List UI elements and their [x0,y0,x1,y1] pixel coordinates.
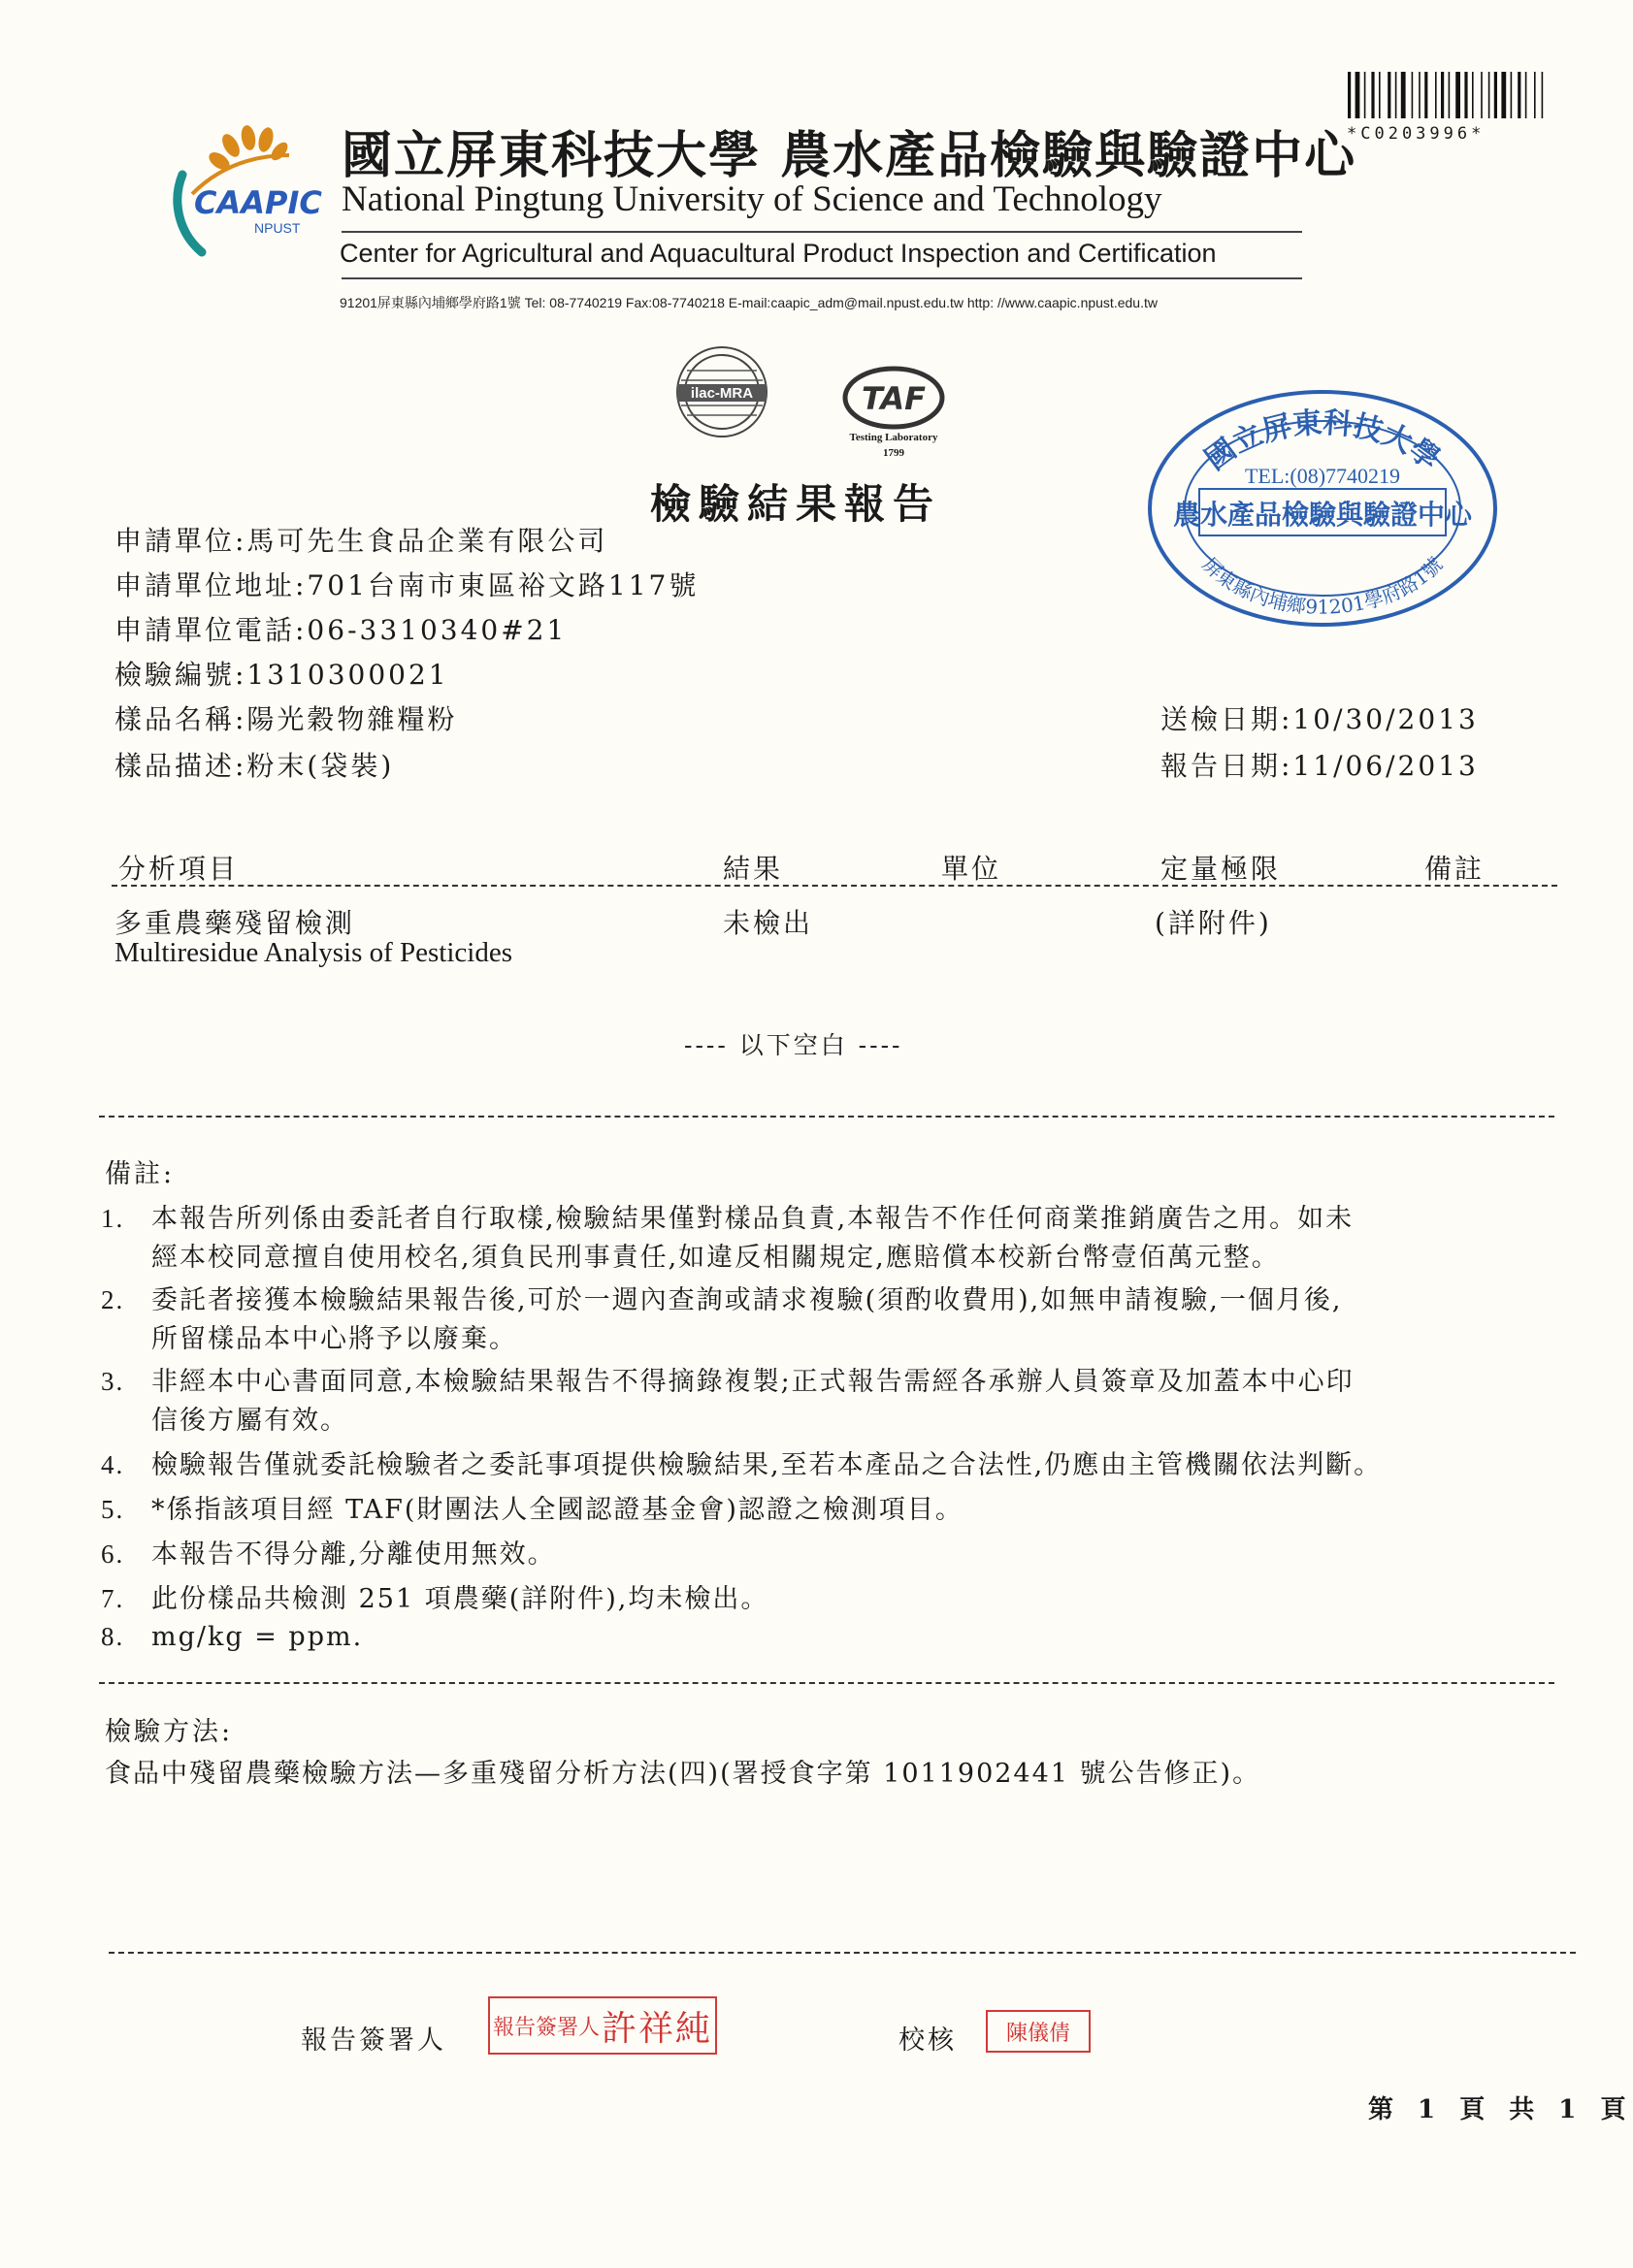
test-number: 檢驗編號:1310300021 [114,659,449,691]
col-header-item: 分析項目 [118,853,240,885]
svg-text:TEL:(08)7740219: TEL:(08)7740219 [1244,464,1401,488]
ilac-mra-mark [668,341,776,442]
svg-text:CAAPIC: CAAPIC [194,184,322,221]
note-item: 8. mg/kg = ppm. [101,1622,364,1652]
report-title: 檢驗結果報告 [650,480,942,528]
row-item-en: Multiresidue Analysis of Pesticides [114,937,512,968]
barcode-number: *C0203996* [1347,124,1486,144]
contact-address: 91201屏東縣內埔鄉學府路1號 Tel: 08-7740219 Fax:08-7740218 E-mail:caapic_adm@mail.npust.edu.tw http: //www.caapic.npust.edu.tw [340,295,1158,310]
svg-text:農水產品檢驗與驗證中心: 農水產品檢驗與驗證中心 [1172,499,1473,531]
note-item-cont: 經本校同意擅自使用校名,須負民刑事責任,如違反相關規定,應賠償本校新台幣壹佰萬元整。 [151,1243,1280,1273]
reviewer-stamp: 陳儀倩 [986,2010,1091,2053]
blank-below-marker: ---- 以下空白 ---- [684,1031,903,1059]
table-divider [112,885,1557,887]
row-loq: (詳附件) [1155,907,1272,939]
applicant: 申請單位:馬可先生食品企業有限公司 [114,525,608,557]
note-item: 3. 非經本中心書面同意,本檢驗結果報告不得摘錄複製;正式報告需經各承辦人員簽章及加蓋本中心印 [101,1367,1355,1397]
section-divider [99,1116,1554,1118]
note-item: 5. *係指該項目經 TAF(財團法人全國認證基金會)認證之檢測項目。 [101,1495,963,1525]
section-divider [109,1952,1576,1954]
note-item-cont: 信後方屬有效。 [151,1406,348,1436]
svg-text:國立屏東科技大學: 國立屏東科技大學 [1198,405,1447,477]
svg-text:屏東縣內埔鄉91201學府路1號: 屏東縣內埔鄉91201學府路1號 [1197,552,1448,619]
caapic-logo [163,116,322,272]
submit-date: 送檢日期:10/30/2013 [1160,703,1479,735]
sample-description: 樣品描述:粉末(袋裝) [114,750,395,782]
note-item: 7. 此份樣品共檢測 251 項農藥(詳附件),均未檢出。 [101,1584,769,1614]
method-title: 檢驗方法: [105,1717,234,1747]
signer-stamp: 報告簽署人 許祥純 [488,1996,717,2055]
svg-text:NPUST: NPUST [254,220,301,236]
taf-caption: Testing Laboratory 1799 [849,432,938,459]
header-rule [342,277,1302,279]
center-seal-stamp [1143,386,1502,631]
notes-title: 備註: [105,1159,176,1189]
method-text: 食品中殘留農藥檢驗方法—多重殘留分析方法(四)(署授食字第 1011902441 號公告修正)。 [105,1759,1261,1789]
note-item: 6. 本報告不得分離,分離使用無效。 [101,1539,556,1570]
row-result: 未檢出 [723,907,814,939]
section-divider [99,1682,1554,1684]
signer-label: 報告簽署人 [301,2025,446,2056]
applicant-phone: 申請單位電話:06-3310340#21 [114,614,568,646]
note-item-cont: 所留樣品本中心將予以廢棄。 [151,1324,517,1354]
row-item-cn: 多重農藥殘留檢測 [114,907,356,939]
svg-text:ilac-MRA: ilac-MRA [690,385,754,402]
applicant-address: 申請單位地址:701台南市東區裕文路117號 [114,569,700,601]
university-title-en: National Pingtung University of Science and Technology [342,179,1162,219]
barcode [1344,70,1567,120]
note-item: 2. 委託者接獲本檢驗結果報告後,可於一週內查詢或請求複驗(須酌收費用),如無申請複驗,一個月後, [101,1285,1343,1315]
col-header-remark: 備註 [1424,853,1486,885]
sample-name: 樣品名稱:陽光穀物雜糧粉 [114,703,458,735]
page-number: 第 1 頁 共 1 頁 [1368,2095,1633,2124]
center-name-en: Center for Agricultural and Aquacultural Product Inspection and Certification [340,239,1217,268]
reviewer-label: 校核 [898,2025,957,2056]
col-header-unit: 單位 [941,853,1002,885]
svg-text:TAF: TAF [862,380,926,417]
header-rule [342,231,1302,233]
note-item: 4. 檢驗報告僅就委託檢驗者之委託事項提供檢驗結果,至若本產品之合法性,仍應由主管機關依法判斷。 [101,1450,1383,1480]
col-header-loq: 定量極限 [1160,853,1282,885]
report-date: 報告日期:11/06/2013 [1160,750,1479,782]
note-item: 1. 本報告所列係由委託者自行取樣,檢驗結果僅對樣品負責,本報告不作任何商業推銷廣告之用。如未 [101,1204,1355,1234]
col-header-result: 結果 [723,853,784,885]
university-title-cn: 國立屏東科技大學 農水產品檢驗與驗證中心 [342,127,1357,185]
